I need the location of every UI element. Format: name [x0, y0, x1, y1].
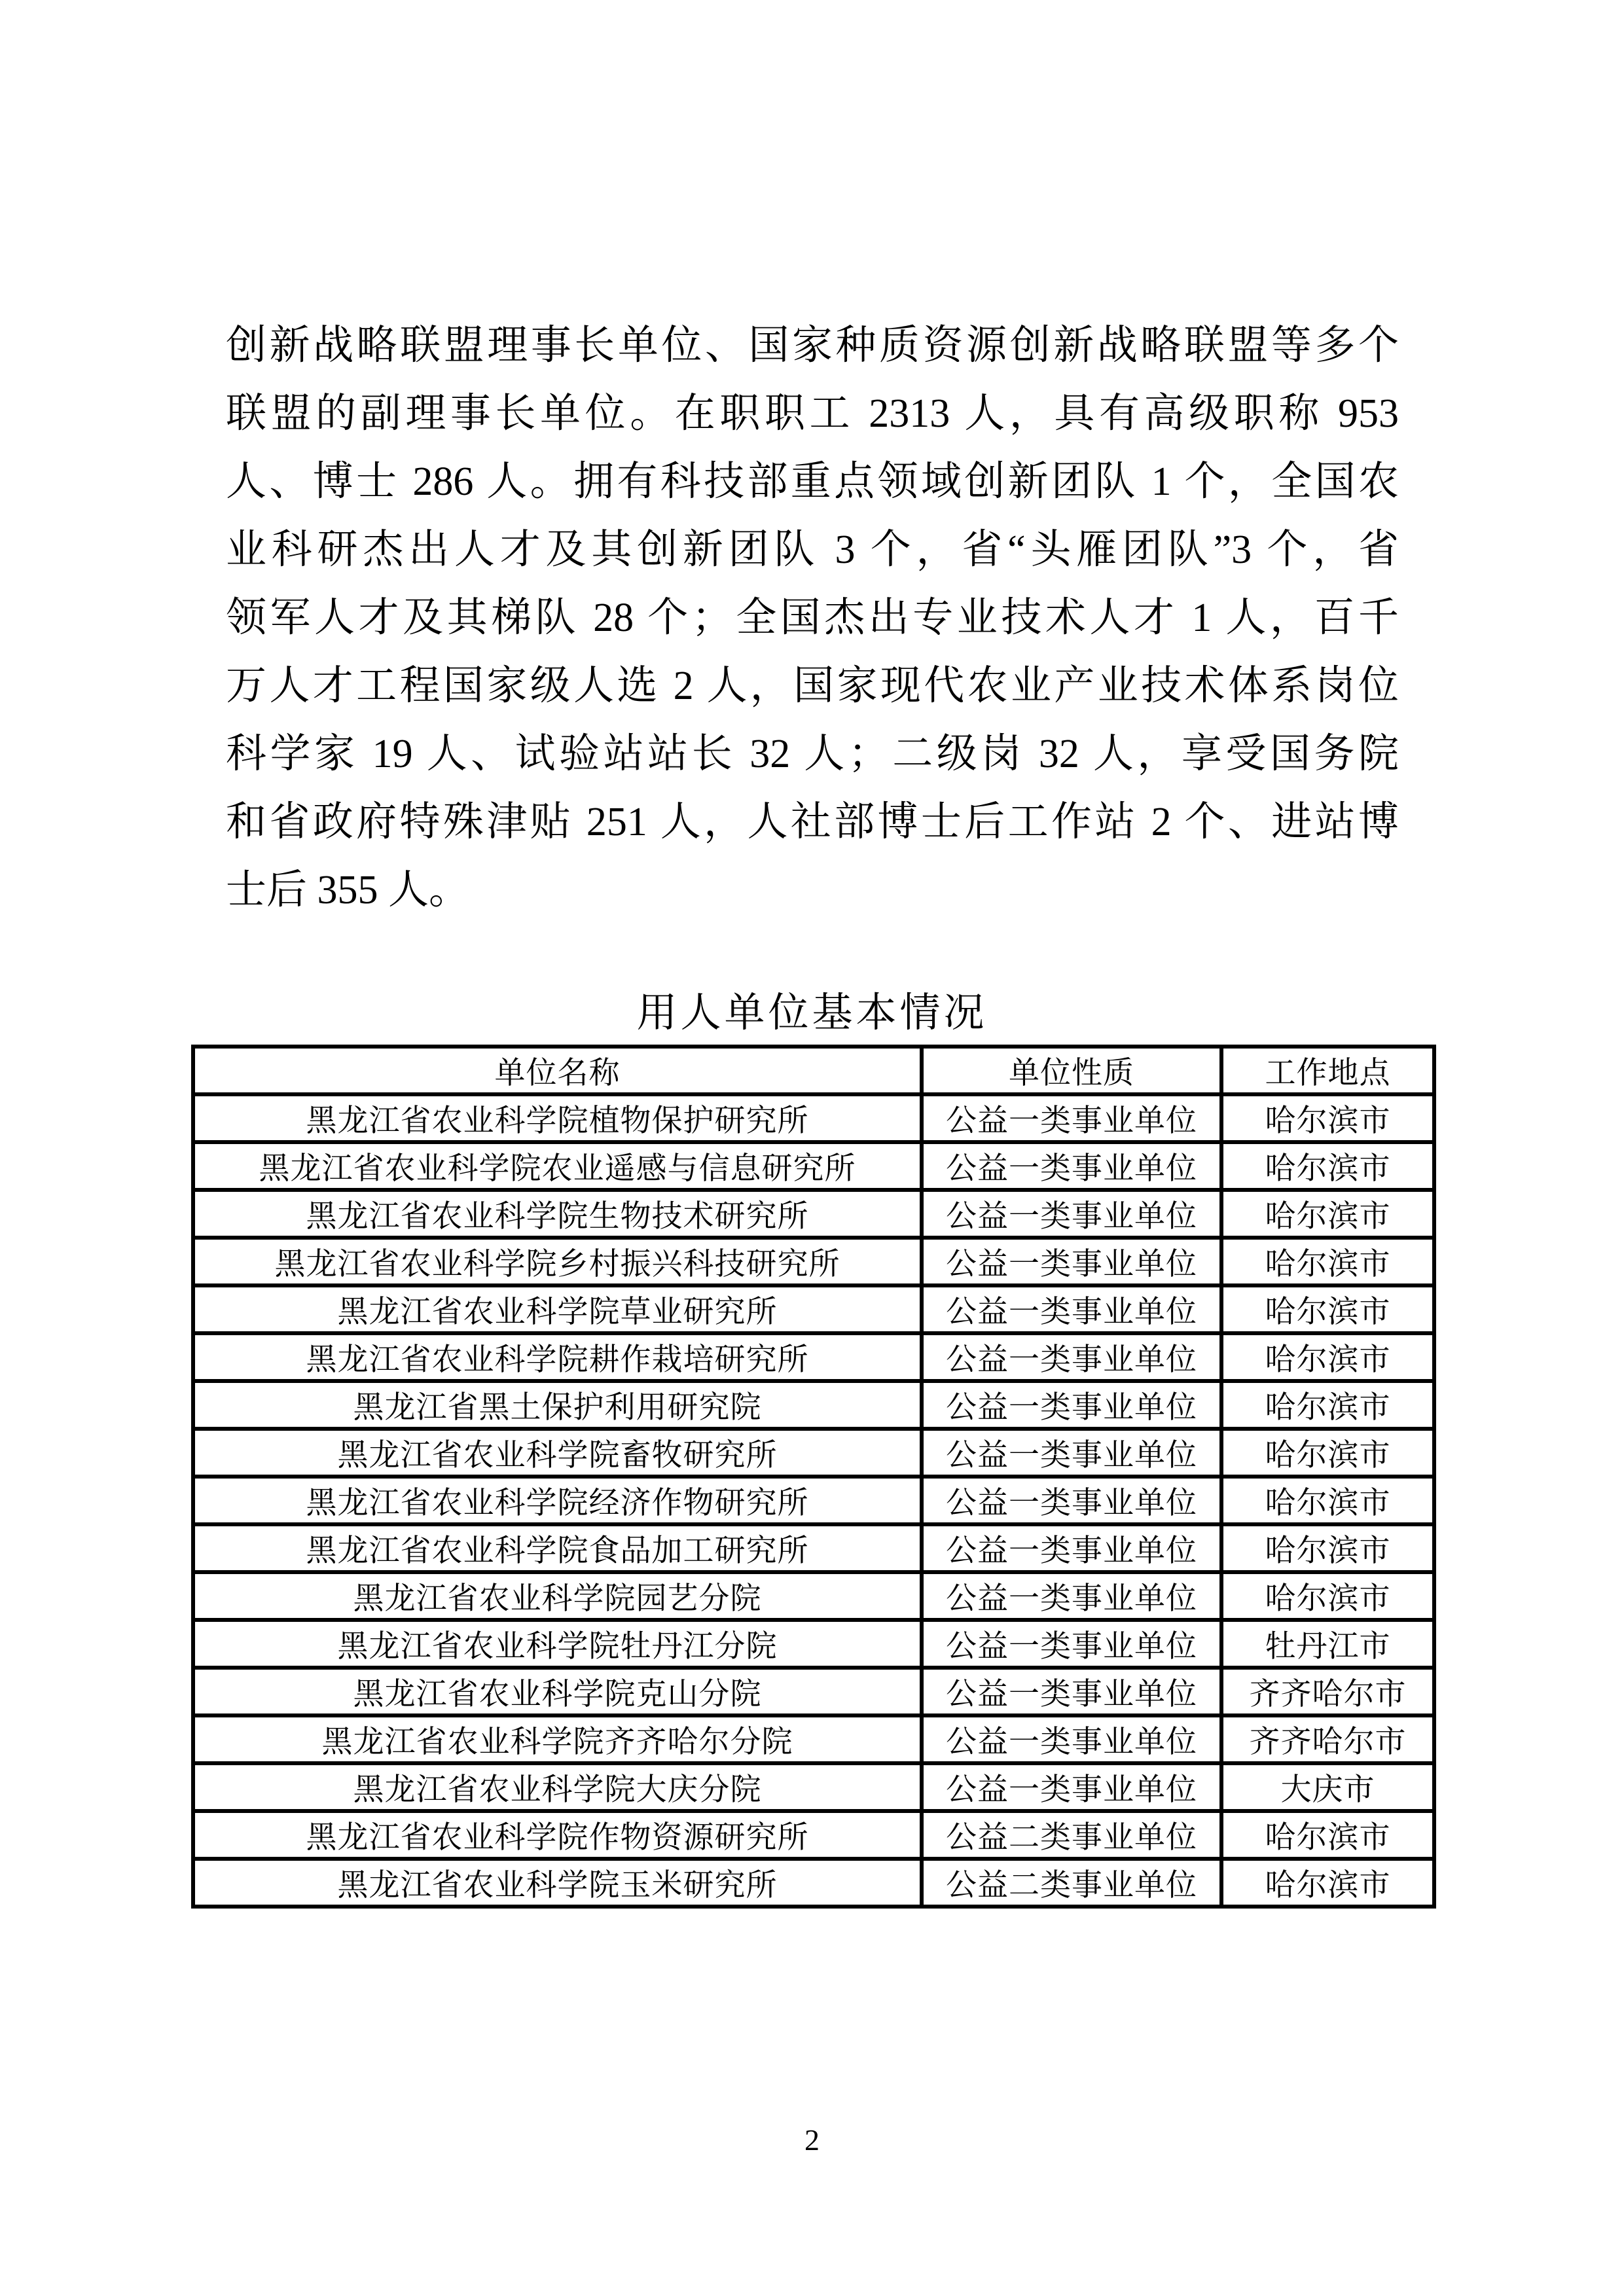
table-cell: 黑龙江省农业科学院大庆分院: [193, 1763, 922, 1811]
table-cell: 公益一类事业单位: [922, 1142, 1221, 1190]
table-row: [193, 1094, 1434, 1142]
table-cell: 黑龙江省农业科学院乡村振兴科技研究所: [193, 1238, 922, 1285]
table-cell: 大庆市: [1221, 1763, 1434, 1811]
table-cell: 哈尔滨市: [1221, 1859, 1434, 1907]
paragraph-line: 士后 355 人。: [226, 868, 470, 912]
paragraph-line: 科学家 19 人、试验站站长 32 人；二级岗 32 人，享受国务院: [226, 732, 1399, 776]
table-cell: 哈尔滨市: [1221, 1811, 1434, 1859]
table-cell: 哈尔滨市: [1221, 1333, 1434, 1381]
table-cell: 黑龙江省农业科学院牡丹江分院: [193, 1620, 922, 1668]
table-cell: 哈尔滨市: [1221, 1238, 1434, 1285]
table-row: [193, 1859, 1434, 1907]
table-cell: 齐齐哈尔市: [1221, 1668, 1434, 1715]
table-cell: 公益一类事业单位: [922, 1333, 1221, 1381]
table-cell: 公益二类事业单位: [922, 1811, 1221, 1859]
employers-table: [191, 1045, 1436, 1909]
table-cell: 公益一类事业单位: [922, 1285, 1221, 1333]
page-number: 2: [804, 2123, 820, 2157]
table-cell: 哈尔滨市: [1221, 1477, 1434, 1524]
table-title: 用人单位基本情况: [636, 991, 988, 1035]
table-cell: 公益一类事业单位: [922, 1238, 1221, 1285]
table-row: [193, 1381, 1434, 1429]
table-row: [193, 1429, 1434, 1477]
table-cell: 黑龙江省农业科学院作物资源研究所: [193, 1811, 922, 1859]
table-cell: 哈尔滨市: [1221, 1429, 1434, 1477]
column-header: 单位名称: [193, 1047, 922, 1094]
column-header: 单位性质: [922, 1047, 1221, 1094]
table-cell: 公益一类事业单位: [922, 1477, 1221, 1524]
table-cell: 黑龙江省农业科学院生物技术研究所: [193, 1190, 922, 1238]
table-cell: 哈尔滨市: [1221, 1094, 1434, 1142]
body-paragraph: [226, 312, 1399, 924]
table-row: [193, 1524, 1434, 1572]
table-cell: 黑龙江省农业科学院园艺分院: [193, 1572, 922, 1620]
table-cell: 齐齐哈尔市: [1221, 1715, 1434, 1763]
table-row: [193, 1572, 1434, 1620]
table-cell: 黑龙江省农业科学院农业遥感与信息研究所: [193, 1142, 922, 1190]
paragraph-line: 人、博士 286 人。拥有科技部重点领域创新团队 1 个，全国农: [226, 459, 1399, 504]
table-cell: 哈尔滨市: [1221, 1285, 1434, 1333]
paragraph-line: 业科研杰出人才及其创新团队 3 个，省“头雁团队”3 个，省: [226, 528, 1399, 572]
table-cell: 黑龙江省农业科学院草业研究所: [193, 1285, 922, 1333]
paragraph-line: 万人才工程国家级人选 2 人，国家现代农业产业技术体系岗位: [226, 664, 1399, 708]
table-row: [193, 1477, 1434, 1524]
table-cell: 公益二类事业单位: [922, 1859, 1221, 1907]
table-row: [193, 1715, 1434, 1763]
table-row: [193, 1238, 1434, 1285]
paragraph-line: 联盟的副理事长单位。在职职工 2313 人，具有高级职称 953: [226, 391, 1399, 436]
table-row: [193, 1763, 1434, 1811]
table-cell: 黑龙江省农业科学院玉米研究所: [193, 1859, 922, 1907]
table-cell: 公益一类事业单位: [922, 1524, 1221, 1572]
table-cell: 公益一类事业单位: [922, 1620, 1221, 1668]
table-cell: 公益一类事业单位: [922, 1381, 1221, 1429]
table-cell: 公益一类事业单位: [922, 1763, 1221, 1811]
table-cell: 黑龙江省农业科学院耕作栽培研究所: [193, 1333, 922, 1381]
column-header: 工作地点: [1221, 1047, 1434, 1094]
table-cell: 哈尔滨市: [1221, 1142, 1434, 1190]
table-header-row: [193, 1047, 1434, 1094]
table-row: [193, 1620, 1434, 1668]
table-cell: 公益一类事业单位: [922, 1572, 1221, 1620]
table-cell: 公益一类事业单位: [922, 1094, 1221, 1142]
paragraph-line: 创新战略联盟理事长单位、国家种质资源创新战略联盟等多个: [226, 323, 1399, 368]
table-cell: 黑龙江省农业科学院克山分院: [193, 1668, 922, 1715]
table-cell: 公益一类事业单位: [922, 1668, 1221, 1715]
paragraph-line: 领军人才及其梯队 28 个；全国杰出专业技术人才 1 人，百千: [226, 596, 1399, 640]
table-row: [193, 1142, 1434, 1190]
table-row: [193, 1285, 1434, 1333]
table-row: [193, 1668, 1434, 1715]
table-cell: 公益一类事业单位: [922, 1715, 1221, 1763]
table-row: [193, 1811, 1434, 1859]
table-cell: 黑龙江省黑土保护利用研究院: [193, 1381, 922, 1429]
table-cell: 牡丹江市: [1221, 1620, 1434, 1668]
table-cell: 哈尔滨市: [1221, 1190, 1434, 1238]
table-cell: 哈尔滨市: [1221, 1381, 1434, 1429]
table-cell: 黑龙江省农业科学院植物保护研究所: [193, 1094, 922, 1142]
paragraph-line: 和省政府特殊津贴 251 人，人社部博士后工作站 2 个、进站博: [226, 800, 1399, 844]
table-cell: 黑龙江省农业科学院经济作物研究所: [193, 1477, 922, 1524]
table-row: [193, 1190, 1434, 1238]
table-body: [193, 1094, 1434, 1907]
table-cell: 黑龙江省农业科学院畜牧研究所: [193, 1429, 922, 1477]
table-row: [193, 1333, 1434, 1381]
table-cell: 哈尔滨市: [1221, 1524, 1434, 1572]
table-cell: 哈尔滨市: [1221, 1572, 1434, 1620]
table-cell: 公益一类事业单位: [922, 1429, 1221, 1477]
table-cell: 黑龙江省农业科学院食品加工研究所: [193, 1524, 922, 1572]
table-cell: 黑龙江省农业科学院齐齐哈尔分院: [193, 1715, 922, 1763]
table-cell: 公益一类事业单位: [922, 1190, 1221, 1238]
